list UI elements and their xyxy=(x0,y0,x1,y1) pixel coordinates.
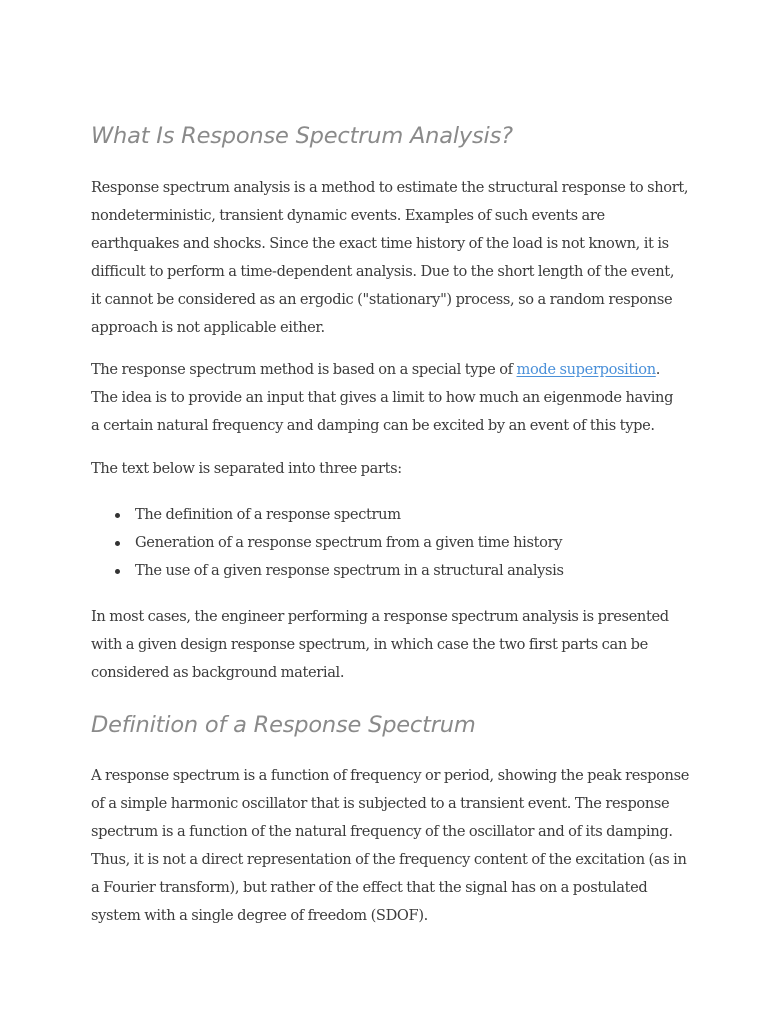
text-line: it cannot be considered as an ergodic ("stationary") process, so a random response xyxy=(91,291,673,308)
list-item-text: The definition of a response spectrum xyxy=(135,506,401,523)
text-line: The text below is separated into three parts: xyxy=(91,460,402,477)
text-line: system with a single degree of freedom (SDOF). xyxy=(91,907,428,924)
text-line: In most cases, the engineer performing a response spectrum analysis is presented xyxy=(91,608,669,625)
list-item-text: The use of a given response spectrum in a structural analysis xyxy=(135,562,564,579)
text-fragment: . xyxy=(655,361,661,378)
list-item xyxy=(91,557,564,585)
text-line: considered as background material. xyxy=(91,664,345,681)
bullet-icon xyxy=(115,513,120,518)
text-line: of a simple harmonic oscillator that is subjected to a transient event. The response xyxy=(91,795,670,812)
method-paragraph xyxy=(91,356,691,440)
definition-paragraph xyxy=(91,762,691,930)
cases-paragraph xyxy=(91,603,691,687)
text-line: earthquakes and shocks. Since the exact time history of the load is not known, it is xyxy=(91,235,669,252)
text-line: difficult to perform a time-dependent analysis. Due to the short length of the event, xyxy=(91,263,675,280)
page-title: What Is Response Spectrum Analysis? xyxy=(91,123,513,149)
text-line: nondeterministic, transient dynamic events. Examples of such events are xyxy=(91,207,605,224)
text-line: with a given design response spectrum, in which case the two first parts can be xyxy=(91,636,648,653)
text-line xyxy=(91,356,691,384)
mode-superposition-link[interactable]: mode superposition xyxy=(516,361,656,378)
bullet-icon xyxy=(115,569,120,574)
list-item xyxy=(91,529,564,557)
text-line: The idea is to provide an input that gives a limit to how much an eigenmode having xyxy=(91,389,674,406)
section-title: Definition of a Response Spectrum xyxy=(91,712,476,738)
intro-paragraph xyxy=(91,174,691,342)
text-line: Thus, it is not a direct representation of the frequency content of the excitation (as in xyxy=(91,851,687,868)
text-line: Response spectrum analysis is a method to estimate the structural response to short, xyxy=(91,179,689,196)
text-line: approach is not applicable either. xyxy=(91,319,325,336)
list-item-text: Generation of a response spectrum from a given time history xyxy=(135,534,563,551)
text-fragment: The response spectrum method is based on a special type of xyxy=(91,361,517,378)
list-item xyxy=(91,501,564,529)
text-line: A response spectrum is a function of frequency or period, showing the peak response xyxy=(91,767,690,784)
text-line: a certain natural frequency and damping can be excited by an event of this type. xyxy=(91,417,655,434)
bullet-icon xyxy=(115,541,120,546)
parts-intro xyxy=(91,455,691,483)
text-line: spectrum is a function of the natural frequency of the oscillator and of its damping. xyxy=(91,823,673,840)
text-line: a Fourier transform), but rather of the effect that the signal has on a postulated xyxy=(91,879,648,896)
parts-list xyxy=(91,501,564,585)
